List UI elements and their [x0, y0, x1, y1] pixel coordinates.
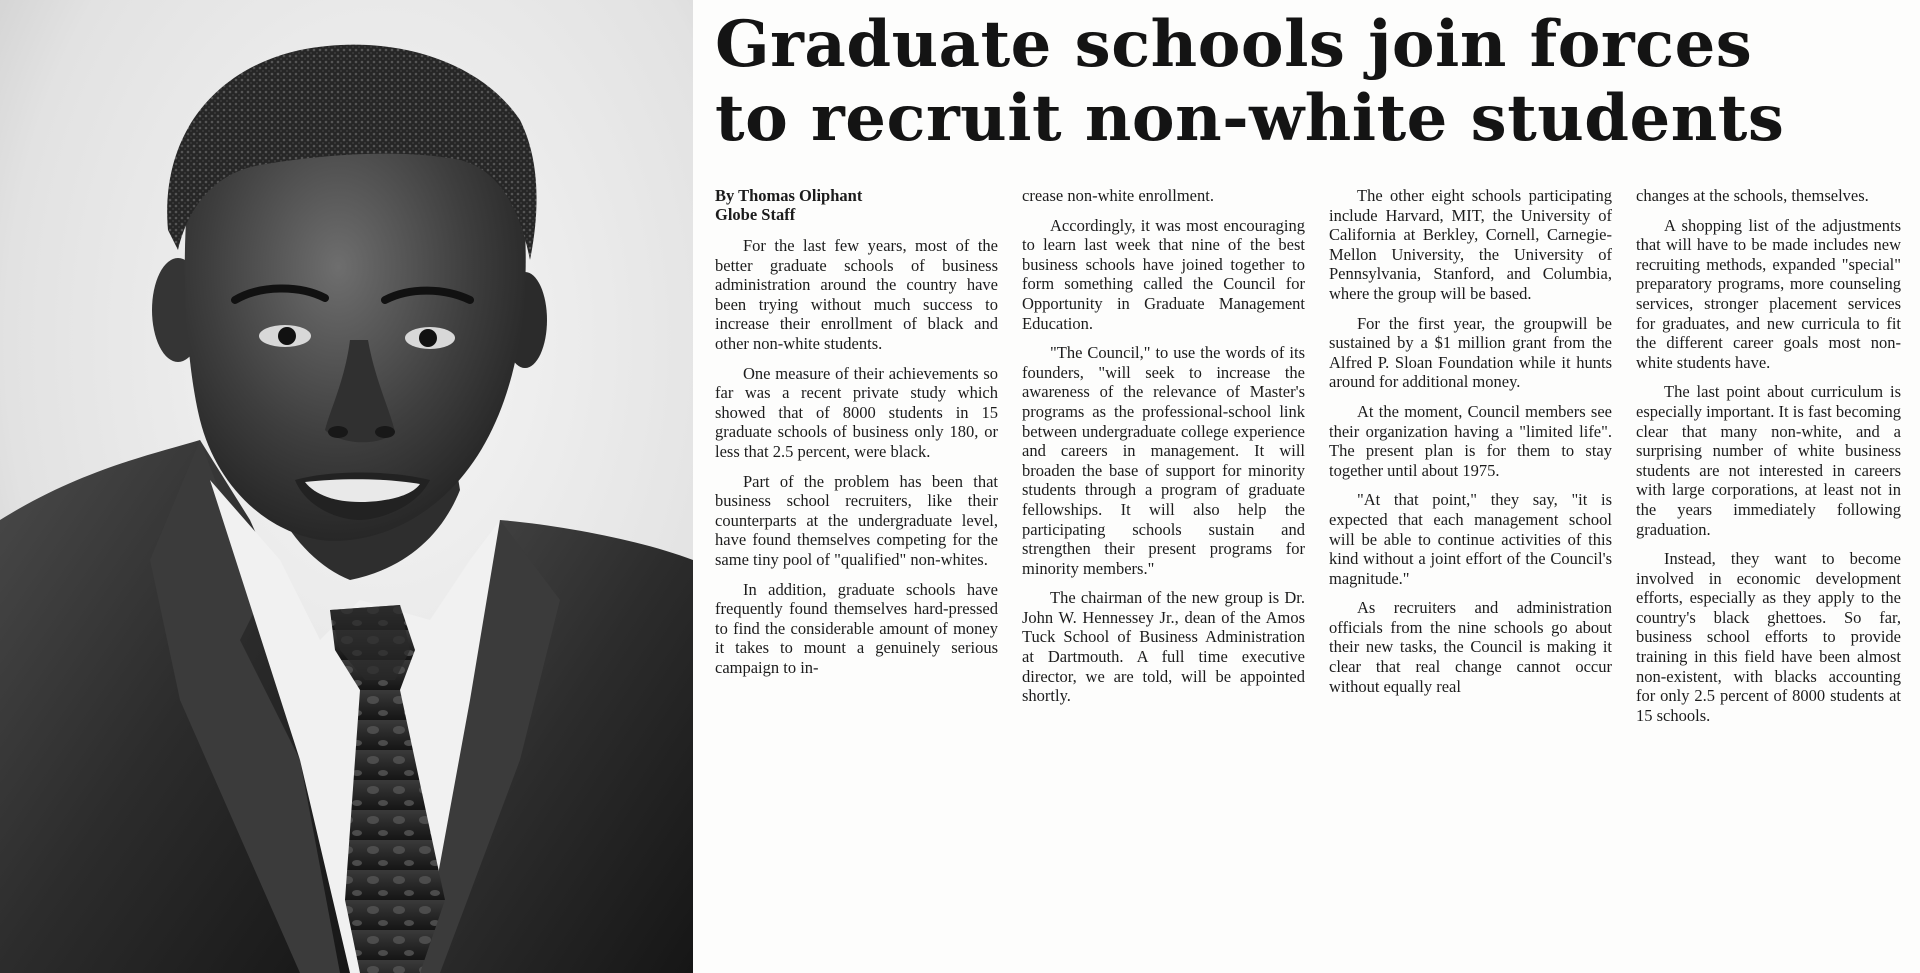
paragraph: The chairman of the new group is Dr. John W. Hennessey Jr., dean of the Amos Tuck School of Business Administration at Dartmouth. A full time executive director, we are told, will be appointed shortly.	[1022, 588, 1305, 706]
paragraph: One measure of their achievements so far was a recent private study which showed that of 8000 students in 15 graduate schools of business only 180, or less that 2.5 percent, were black.	[715, 363, 998, 461]
column-4	[1636, 186, 1901, 735]
paragraph: The other eight schools participating include Harvard, MIT, the University of California at Berkley, Cornell, Carnegie-Mellon University, the University of Pennsylvania, Stanford, and Columbia, where the group will be based.	[1329, 186, 1612, 303]
paragraph: A shopping list of the adjustments that will have to be made includes new recruiting methods, expanded "special" preparatory programs, more counseling services, stronger placement services for graduates, and new curricula to fit the different career goals most non-white students have.	[1636, 215, 1901, 372]
paragraph: Instead, they want to become involved in economic development efforts, especially as they apply to the country's black ghettoes. So far, business school efforts to provide training in this field have been almost non-existent, with blacks accounting for only 2.5 percent of 8000 students at 15 schools.	[1636, 549, 1901, 725]
column-3	[1329, 186, 1612, 706]
column-1	[715, 186, 998, 687]
paragraph: "The Council," to use the words of its founders, "will seek to increase the awareness of the relevance of Master's programs as the professional-school link between undergraduate college experience and careers in management. It will broaden the base of support for minority students through a program of graduate fellowships. It will also help the participating schools sustain and strengthen their present programs for minority members."	[1022, 343, 1305, 578]
headline	[715, 8, 1915, 156]
headline-line-2: to recruit non-white students	[715, 81, 1785, 156]
article-body	[715, 186, 1905, 966]
column-2	[1022, 186, 1305, 716]
portrait-photo	[0, 0, 693, 973]
headline-line-1: Graduate schools join forces	[715, 7, 1753, 82]
portrait-illustration	[0, 0, 693, 973]
paragraph: changes at the schools, themselves.	[1636, 186, 1869, 205]
byline-staff: Globe Staff	[715, 205, 796, 224]
paragraph: The last point about curriculum is especially important. It is fast becoming clear that many non-white, and a surprising number of white business students are not interested in careers with large corporations, at least not in the years immediately following graduation.	[1636, 382, 1901, 539]
paragraph: For the last few years, most of the better graduate schools of business administration around the country have been trying without much success to increase their enrollment of black and other non-white students.	[715, 236, 998, 353]
paragraph: Accordingly, it was most encouraging to learn last week that nine of the best business schools have joined together to form something called the Council for Opportunity in Graduate Management Education.	[1022, 215, 1305, 333]
paragraph: At the moment, Council members see their organization having a "limited life". The present plan is for them to stay together until about 1975.	[1329, 401, 1612, 480]
paragraph: crease non-white enrollment.	[1022, 186, 1214, 205]
paragraph: Part of the problem has been that business school recruiters, like their counterparts at the undergraduate level, have found themselves competing for the same tiny pool of "qualified" non-whites.	[715, 471, 998, 569]
paragraph: For the first year, the groupwill be sustained by a $1 million grant from the Alfred P. Sloan Foundation while it hunts around for additional money.	[1329, 313, 1612, 392]
paragraph: "At that point," they say, "it is expected that each management school will be able to continue activities of this kind without a joint effort of the Council's magnitude."	[1329, 490, 1612, 588]
byline-author: By Thomas Oliphant	[715, 186, 863, 205]
newspaper-clipping	[693, 0, 1920, 973]
paragraph: In addition, graduate schools have frequently found themselves hard-pressed to find the considerable amount of money it takes to mount a genuinely serious campaign to in-	[715, 579, 998, 677]
paragraph: As recruiters and administration officials from the nine schools go about their new tasks, the Council is making it clear that real change cannot occur without equally real	[1329, 598, 1612, 696]
byline	[715, 186, 998, 224]
